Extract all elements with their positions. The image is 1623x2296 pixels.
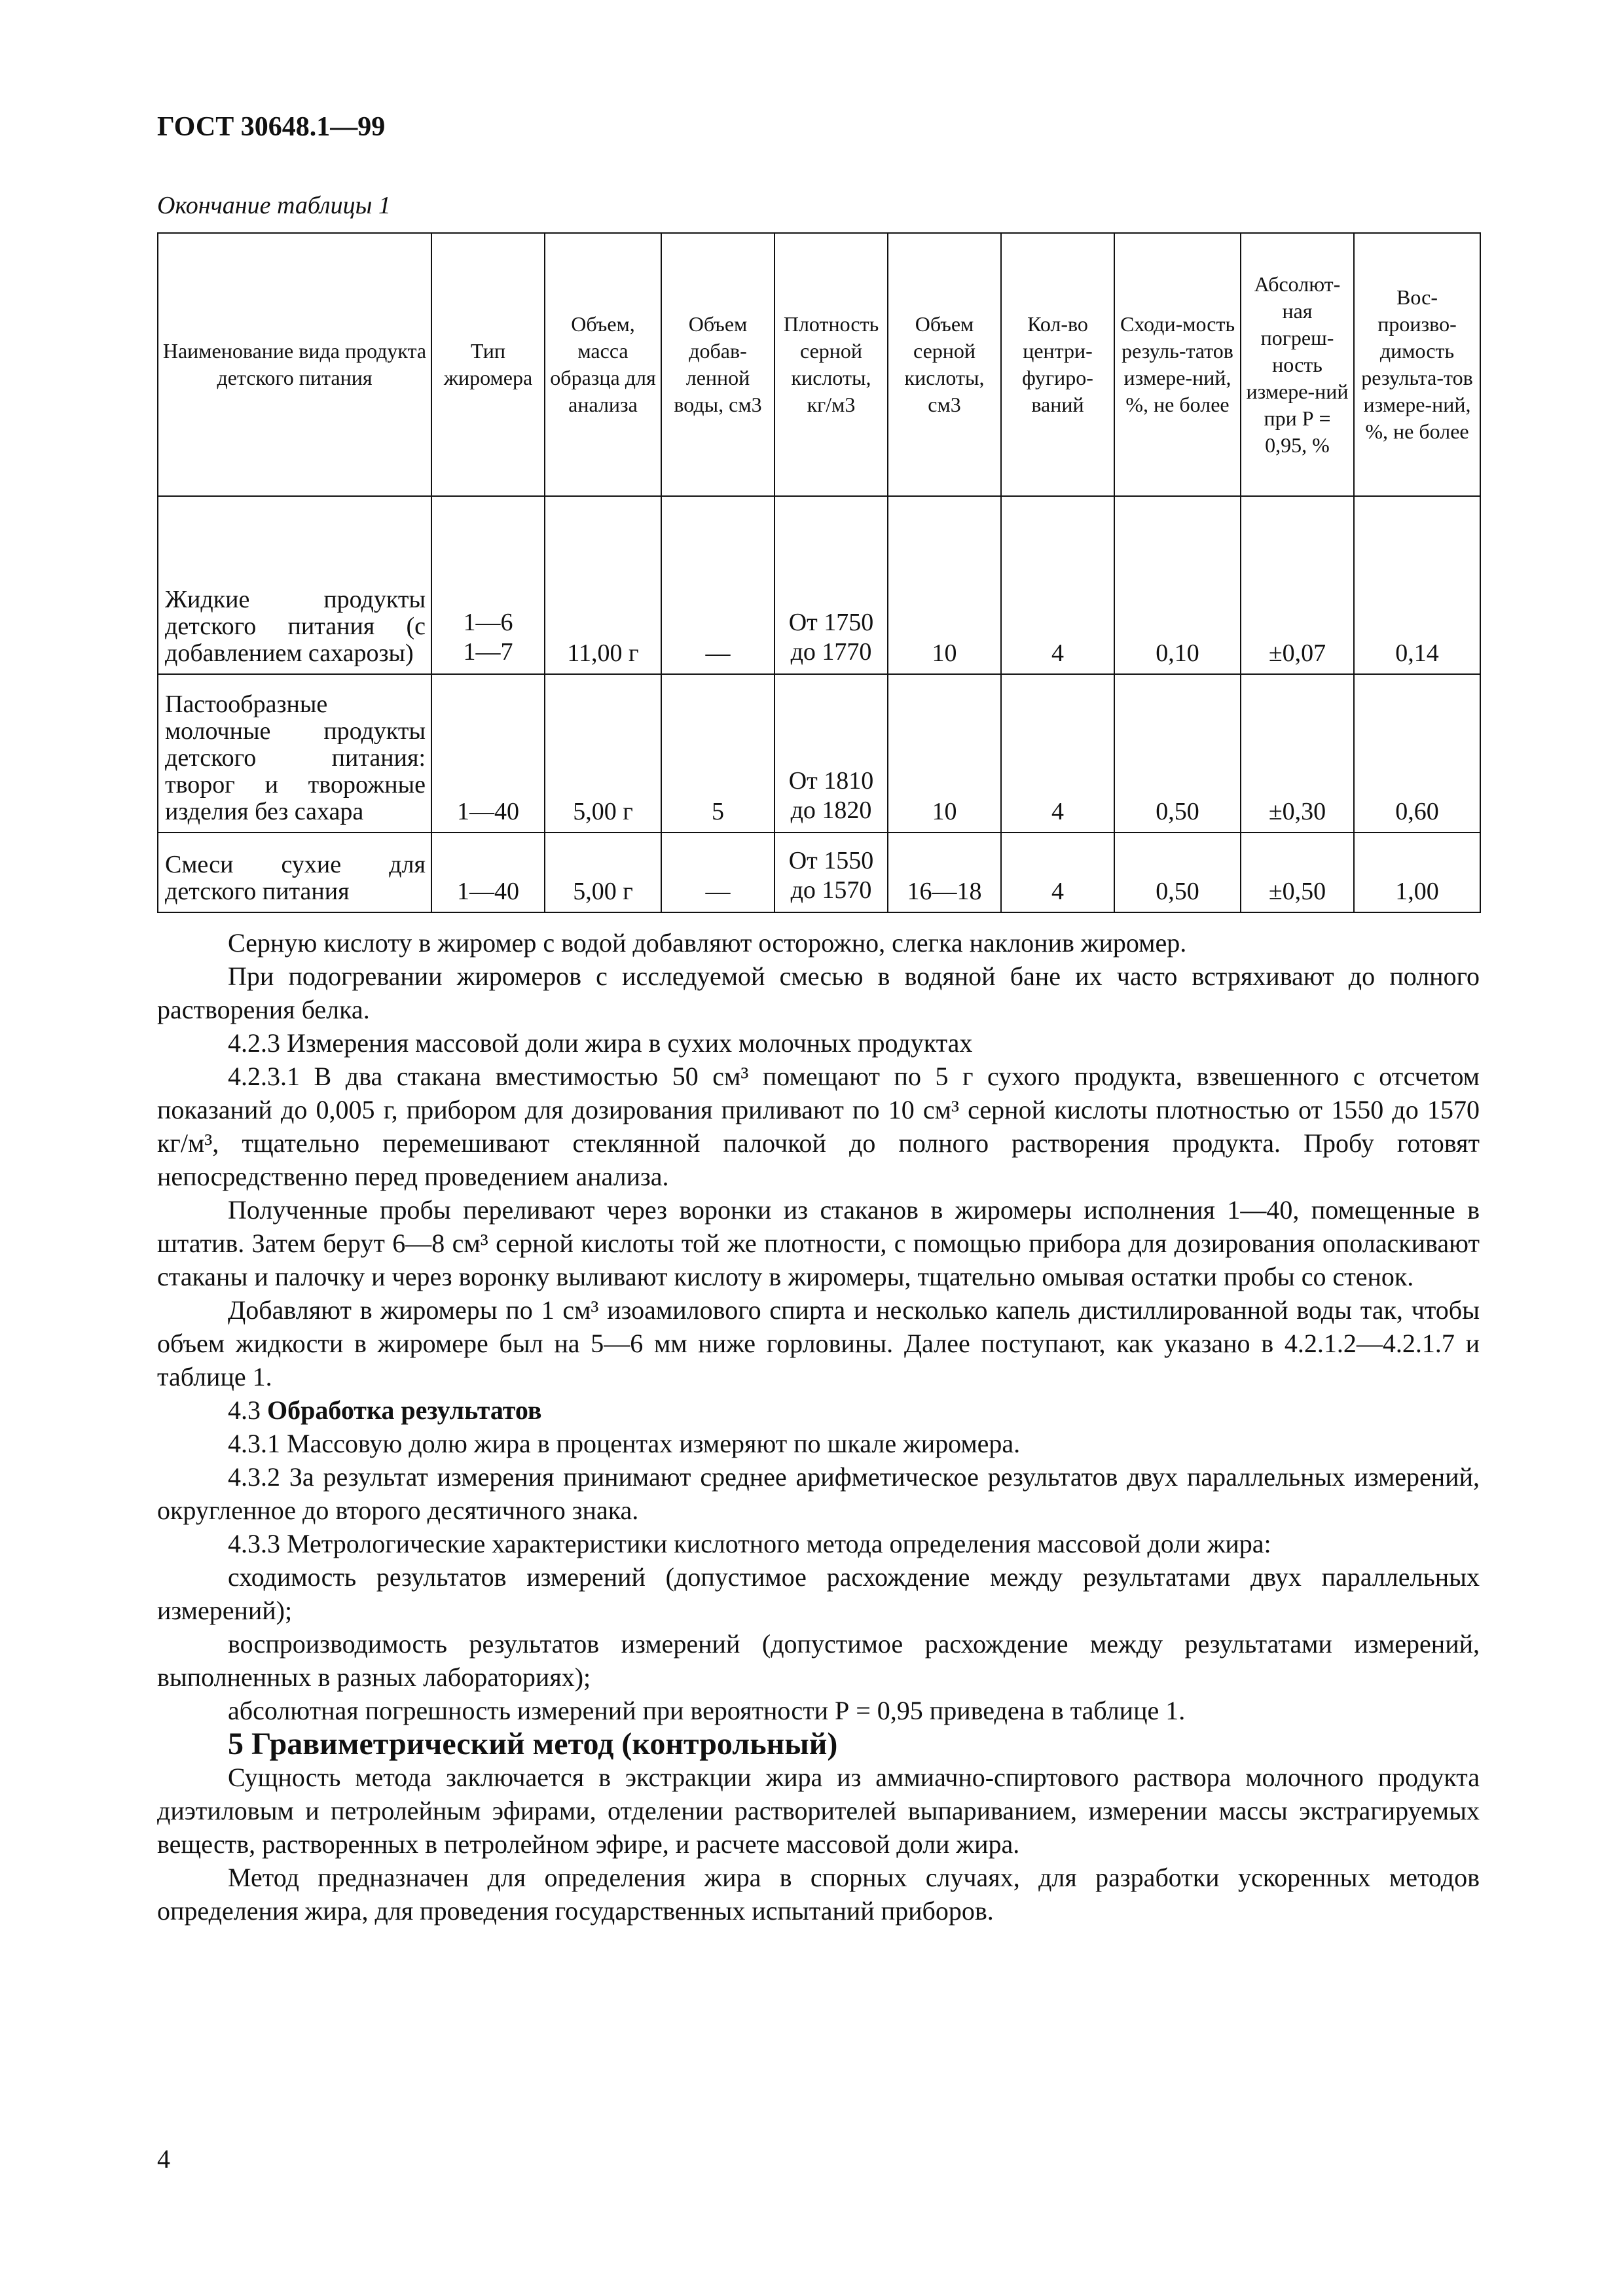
type-value: 1—7 xyxy=(463,638,513,666)
density-to: до 1770 xyxy=(790,638,872,666)
header-cell: Кол-во центри-фугиро-ваний xyxy=(1001,233,1114,496)
paragraph: Сущность метода заключается в экстракции жира из аммиачно-спиртового раствора молочного продукта диэтиловым и петролейным эфирами, отделении растворителей выпариванием, измерении массы экстрагируемых веществ, растворенных в петролейном эфире, и расчете массовой доли жира. xyxy=(157,1763,1480,1859)
header-cell: Абсолют-ная погреш-ность измере-ний при Р = 0,95, % xyxy=(1241,233,1354,496)
type-cell xyxy=(431,496,545,674)
water-cell: 5 xyxy=(661,674,775,833)
centrifuge-cell: 4 xyxy=(1001,674,1114,833)
type-value: 1—6 xyxy=(463,609,513,636)
paragraph: Полученные пробы переливают через воронки из стаканов в жиромеры исполнения 1—40, помещенные в штатив. Затем берут 6—8 см³ серной кислоты той же плотности, с помощью прибора для дозирования ополаскивают стаканы и палочку и через воронку выливают кислоту в жиромеры, тщательно омывая остатки пробы со стенок. xyxy=(157,1195,1480,1291)
density-to: до 1570 xyxy=(790,876,872,904)
paragraph: Метод предназначен для определения жира в спорных случаях, для разработки ускоренных методов определения жира, для проведения государственных испытаний приборов. xyxy=(157,1863,1480,1926)
water-cell: — xyxy=(661,833,775,912)
header-cell: Объем добав-ленной воды, см3 xyxy=(661,233,775,496)
mass-cell: 5,00 г xyxy=(545,833,661,912)
density-from: От 1750 xyxy=(788,609,874,636)
paragraph: Добавляют в жиромеры по 1 см³ изоамилового спирта и несколько капель дистиллированной воды так, чтобы объем жидкости в жиромере был на 5—6 мм ниже горловины. Далее поступают, как указано в 4.2.1.2—4.2.1.7 и таблице 1. xyxy=(157,1295,1480,1391)
error-cell: ±0,30 xyxy=(1241,674,1354,833)
density-cell xyxy=(775,674,888,833)
reproducibility-cell: 0,14 xyxy=(1354,496,1480,674)
paragraph: 4.3.1 Массовую долю жира в процентах измеряют по шкале жиромера. xyxy=(228,1429,1021,1458)
header-cell: Объем, масса образца для анализа xyxy=(545,233,661,496)
acid-cell: 16—18 xyxy=(888,833,1001,912)
density-from: От 1550 xyxy=(788,847,874,874)
subsection-number: 4.3 xyxy=(228,1395,261,1425)
convergence-cell: 0,10 xyxy=(1114,496,1241,674)
paragraph: сходимость результатов измерений (допустимое расхождение между результатами двух параллельных измерений); xyxy=(157,1562,1480,1625)
mass-cell: 5,00 г xyxy=(545,674,661,833)
header-cell: Объем серной кислоты, см3 xyxy=(888,233,1001,496)
header-cell: Сходи-мость резуль-татов измере-ний, %, не более xyxy=(1114,233,1241,496)
subsection-heading xyxy=(157,1393,1480,1427)
header-cell: Наименование вида продукта детского питания xyxy=(158,233,431,496)
paragraph: 4.3.2 За результат измерения принимают среднее арифметическое результатов двух параллельных измерений, округленное до второго десятичного знака. xyxy=(157,1462,1480,1525)
centrifuge-cell: 4 xyxy=(1001,833,1114,912)
product-name-cell: Смеси сухие для детского питания xyxy=(158,833,431,912)
product-name-cell: Пастообразные молочные продукты детского питания: творог и творожные изделия без сахара xyxy=(158,674,431,833)
paragraph: абсолютная погрешность измерений при вероятности Р = 0,95 приведена в таблице 1. xyxy=(228,1696,1186,1725)
page-number: 4 xyxy=(157,2144,170,2174)
product-name-cell: Жидкие продукты детского питания (с добавлением сахарозы) xyxy=(158,496,431,674)
mass-cell: 11,00 г xyxy=(545,496,661,674)
paragraph: воспроизводимость результатов измерений (допустимое расхождение между результатами измерений, выполненных в разных лабораториях); xyxy=(157,1629,1480,1692)
centrifuge-cell: 4 xyxy=(1001,496,1114,674)
acid-cell: 10 xyxy=(888,496,1001,674)
density-from: От 1810 xyxy=(788,767,874,795)
acid-cell: 10 xyxy=(888,674,1001,833)
data-table xyxy=(157,232,1481,913)
header-cell: Вос-произво-димость результа-тов измере-ний, %, не более xyxy=(1354,233,1480,496)
table-caption: Окончание таблицы 1 xyxy=(157,192,391,219)
convergence-cell: 0,50 xyxy=(1114,833,1241,912)
type-cell: 1—40 xyxy=(431,833,545,912)
reproducibility-cell: 0,60 xyxy=(1354,674,1480,833)
convergence-cell: 0,50 xyxy=(1114,674,1241,833)
paragraph: Серную кислоту в жиромер с водой добавляют осторожно, слегка наклонив жиромер. xyxy=(228,928,1187,958)
paragraph: 4.2.3.1 В два стакана вместимостью 50 см³ помещают по 5 г сухого продукта, взвешенного с отсчетом показаний до 0,005 г, прибором для дозирования приливают по 10 см³ серной кислоты плотностью от 1550 до 1570 кг/м³, тщательно перемешивают стеклянной палочкой до полного растворения продукта. Пробу готовят непосредственно перед проведением анализа. xyxy=(157,1062,1480,1191)
table-header-row xyxy=(158,233,1480,496)
density-to: до 1820 xyxy=(790,797,872,824)
reproducibility-cell: 1,00 xyxy=(1354,833,1480,912)
table-row xyxy=(158,833,1480,912)
paragraph: При подогревании жиромеров с исследуемой смесью в водяной бане их часто встряхивают до полного растворения белка. xyxy=(157,961,1480,1024)
table-row xyxy=(158,496,1480,674)
paragraph: 4.2.3 Измерения массовой доли жира в сухих молочных продуктах xyxy=(228,1028,973,1058)
type-cell: 1—40 xyxy=(431,674,545,833)
water-cell: — xyxy=(661,496,775,674)
subsection-title: Обработка результатов xyxy=(267,1395,542,1425)
error-cell: ±0,07 xyxy=(1241,496,1354,674)
density-cell xyxy=(775,833,888,912)
document-header: ГОСТ 30648.1—99 xyxy=(157,112,386,142)
table-row xyxy=(158,674,1480,833)
error-cell: ±0,50 xyxy=(1241,833,1354,912)
density-cell xyxy=(775,496,888,674)
document-body xyxy=(157,926,1480,1928)
paragraph: 4.3.3 Метрологические характеристики кислотного метода определения массовой доли жира: xyxy=(228,1529,1271,1558)
header-cell: Тип жиромера xyxy=(431,233,545,496)
header-cell: Плотность серной кислоты, кг/м3 xyxy=(775,233,888,496)
section-title: 5 Гравиметрический метод (контрольный) xyxy=(228,1727,838,1761)
